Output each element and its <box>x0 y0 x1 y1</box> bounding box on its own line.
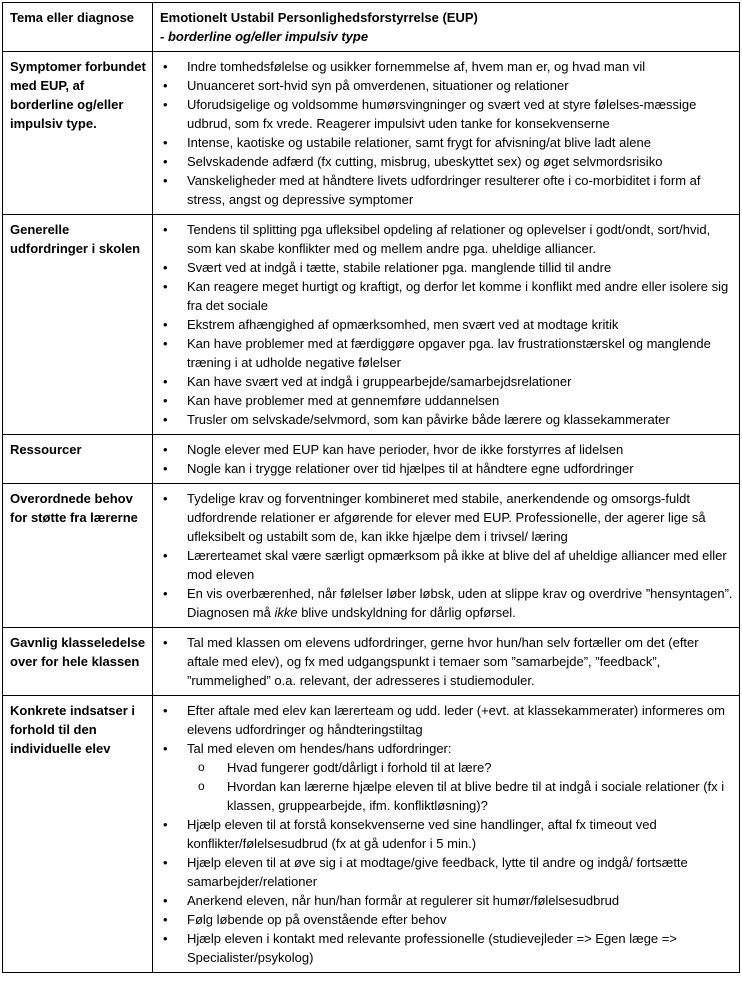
topic-cell: Symptomer forbundet med EUP, af borderline og/eller impulsiv type. <box>3 52 153 215</box>
header-diagnosis-subtitle: - borderline og/eller impulsiv type <box>160 29 369 44</box>
content-cell <box>153 484 740 628</box>
list-item: • Kan have problemer med at gennemføre uddannelsen <box>160 391 733 410</box>
bullet-list <box>160 701 733 967</box>
sub-list-item: o Hvad fungerer godt/dårligt i forhold til at lære? <box>187 758 733 777</box>
topic-cell: Gavnlig klasseledelse over for hele klassen <box>3 628 153 696</box>
list-item: • Anerkend eleven, når hun/han formår at regulerer sit humør/følelsesudbrud <box>160 891 733 910</box>
list-item: • Hjælp eleven til at øve sig i at modtage/give feedback, lytte til andre og indgå/ fortsætte samarbejder/relationer <box>160 853 733 891</box>
list-item-text: Tal med eleven om hendes/hans udfordringer: <box>187 741 452 756</box>
diagnosis-table <box>2 2 740 973</box>
table-row-school-challenges <box>3 215 740 435</box>
list-item: • Intense, kaotiske og ustabile relationer, samt frygt for afvisning/at blive ladt alene <box>160 133 733 152</box>
header-diagnosis-title: Emotionelt Ustabil Personlighedsforstyrrelse (EUP) <box>160 10 478 25</box>
list-item: • Kan have svært ved at indgå i gruppearbejde/samarbejdsrelationer <box>160 372 733 391</box>
list-item: • Tydelige krav og forventninger kombineret med stabile, anerkendende og omsorgs-fuldt udfordrende relationer er afgørende for elever med EUP. Professionelle, der agerer lige så ufleksibelt og ustabilt som de, kan ikke hjælpe dem i trivsel/ læring <box>160 489 733 546</box>
table-header-row <box>3 3 740 52</box>
list-item: • Indre tomhedsfølelse og usikker fornemmelse af, hvem man er, og hvad man vil <box>160 57 733 76</box>
content-cell <box>153 52 740 215</box>
table-row-symptoms <box>3 52 740 215</box>
bullet-list <box>160 489 733 622</box>
list-item: • Trusler om selvskade/selvmord, som kan påvirke både lærere og klassekammerater <box>160 410 733 429</box>
header-topic-label: Tema eller diagnose <box>10 10 135 25</box>
list-item: • Unuanceret sort-hvid syn på omverdenen, situationer og relationer <box>160 76 733 95</box>
sub-list <box>187 758 733 815</box>
table-row-resources <box>3 435 740 484</box>
header-diagnosis-cell <box>153 3 740 52</box>
list-item: • Nogle elever med EUP kan have perioder, hvor de ikke forstyrres af lidelsen <box>160 440 733 459</box>
bullet-list <box>160 633 733 690</box>
topic-cell: Overordnede behov for støtte fra lærerne <box>3 484 153 628</box>
content-cell <box>153 215 740 435</box>
emphasis-text: ikke <box>274 605 298 620</box>
sub-list-item: o Hvordan kan lærerne hjælpe eleven til at blive bedre til at indgå i sociale relationer (fx i klassen, gruppearbejde, ifm. konfliktløsning)? <box>187 777 733 815</box>
list-item: • Ekstrem afhængighed af opmærksomhed, men svært ved at modtage kritik <box>160 315 733 334</box>
list-item-text: En vis overbærenhed, når følelser løber løbsk, uden at slippe krav og overdrive ”hensyntagen”. Diagnosen må <box>187 586 733 620</box>
table-row-teacher-support <box>3 484 740 628</box>
list-item: • Efter aftale med elev kan lærerteam og udd. leder (+evt. at klassekammerater) informeres om elevens udfordringer og håndteringstiltag <box>160 701 733 739</box>
list-item: • Uforudsigelige og voldsomme humørsvingninger og svært ved at styre følelses-mæssige udbrud, som fx vrede. Reagerer impulsivt uden tanke for konsekvenserne <box>160 95 733 133</box>
bullet-list <box>160 220 733 429</box>
header-topic-cell <box>3 3 153 52</box>
content-cell <box>153 435 740 484</box>
list-item: • Tal med klassen om elevens udfordringer, gerne hvor hun/han selv fortæller om det (efter aftale med elev), og fx med udgangspunkt i temaer som ”samarbejde”, ”feedback”, ”rummelighed” o.a. relevant, der adresseres i studiemoduler. <box>160 633 733 690</box>
content-cell <box>153 696 740 973</box>
list-item <box>160 739 733 815</box>
bullet-list <box>160 440 733 478</box>
topic-cell: Generelle udfordringer i skolen <box>3 215 153 435</box>
list-item-text: blive undskyldning for dårlig opførsel. <box>297 605 516 620</box>
table-row-individual-efforts <box>3 696 740 973</box>
list-item: • Hjælp eleven i kontakt med relevante professionelle (studievejleder => Egen læge => Specialister/psykolog) <box>160 929 733 967</box>
list-item: • Selvskadende adfærd (fx cutting, misbrug, ubeskyttet sex) og øget selvmordsrisiko <box>160 152 733 171</box>
list-item <box>160 584 733 622</box>
table-row-class-management <box>3 628 740 696</box>
content-cell <box>153 628 740 696</box>
list-item: • Tendens til splitting pga ufleksibel opdeling af relationer og oplevelser i godt/ondt, sort/hvid, som kan skabe konflikter med og mellem andre pga. uheldige alliancer. <box>160 220 733 258</box>
list-item: • Svært ved at indgå i tætte, stabile relationer pga. manglende tillid til andre <box>160 258 733 277</box>
list-item: • Hjælp eleven til at forstå konsekvenserne ved sine handlinger, aftal fx timeout ved konflikter/følelsesudbrud (fx at gå udenfor i 5 min.) <box>160 815 733 853</box>
topic-cell: Konkrete indsatser i forhold til den individuelle elev <box>3 696 153 973</box>
list-item: • Følg løbende op på ovenstående efter behov <box>160 910 733 929</box>
list-item: • Kan reagere meget hurtigt og kraftigt, og derfor let komme i konflikt med andre eller isolere sig fra det sociale <box>160 277 733 315</box>
bullet-list <box>160 57 733 209</box>
list-item: • Vanskeligheder med at håndtere livets udfordringer resulterer ofte i co-morbiditet i form af stress, angst og depressive symptomer <box>160 171 733 209</box>
list-item: • Kan have problemer med at færdiggøre opgaver pga. lav frustrationstærskel og manglende træning i at udholde negative følelser <box>160 334 733 372</box>
topic-cell: Ressourcer <box>3 435 153 484</box>
list-item: • Lærerteamet skal være særligt opmærksom på ikke at blive del af uheldige alliancer med eller mod eleven <box>160 546 733 584</box>
list-item: • Nogle kan i trygge relationer over tid hjælpes til at håndtere egne udfordringer <box>160 459 733 478</box>
